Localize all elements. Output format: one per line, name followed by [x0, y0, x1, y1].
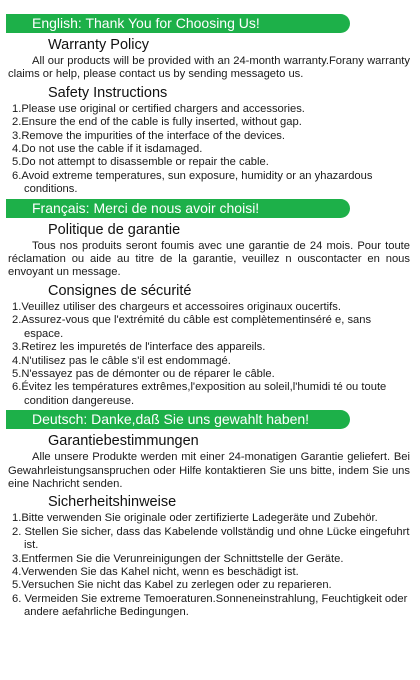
safety-title-german: Sicherheitshinweise: [48, 494, 177, 511]
banner-german: Deutsch: Danke,daß Sie uns gewahlt haben!: [6, 410, 350, 429]
section-english: [6, 14, 410, 197]
list-item: 1.Please use original or certified chargers and accessories.: [12, 102, 305, 115]
safety-title-english: Safety Instructions: [48, 84, 168, 101]
safety-list-french: [6, 301, 410, 408]
section-german: [6, 410, 410, 619]
list-item: 2.Assurez-vous que l'extrémité du câble est complètementinséré e, sans espace.: [12, 314, 372, 340]
list-item: 2. Stellen Sie sicher, dass das Kabelende vollständig und ohne Lücke eingefuhrt ist.: [12, 525, 410, 552]
list-item: 6.Évitez les températures extrêmes,l'exposition au soleil,l'humidi té ou toute condition dangereuse.: [12, 381, 387, 407]
list-item: 4.Do not use the cable if it isdamaged.: [12, 143, 203, 156]
safety-title-french: Consignes de sécurité: [48, 282, 192, 299]
warranty-text-german: Alle unsere Produkte werden mit einer 24-monatigen Garantie geliefert. Bei Gewahrleistungsanspruchen oder Hilfe kontaktieren Sie uns bitte, indem Sie uns eine Nachricht senden.: [8, 451, 410, 490]
list-item: 5.Versuchen Sie nicht das Kabel zu zerlegen oder zu reparieren.: [12, 579, 332, 592]
warranty-title-french: Politique de garantie: [48, 221, 181, 238]
list-item: 3.Remove the impurities of the interface of the devices.: [12, 129, 285, 142]
list-item: 4.Verwenden Sie das Kahel nicht, wenn es beschädigt ist.: [12, 565, 299, 578]
list-item: 5.Do not attempt to disassemble or repair the cable.: [12, 156, 269, 169]
list-item: 1.Veuillez utiliser des chargeurs et accessoires originaux oucertifs.: [12, 300, 341, 313]
list-item: 6.Avoid extreme temperatures, sun exposure, humidity or an yhazardous conditions.: [12, 169, 373, 196]
safety-list-german: [6, 512, 410, 619]
warranty-text-french: Tous nos produits seront foumis avec une garantie de 24 mois. Pour toute réclamation ou aide au titre de la garantie, veuillez n ouscontacter en nous envoyant un message.: [8, 239, 410, 279]
warranty-text-english: All our products will be provided with an 24-month warranty.Forany warranty claims or help, please contact us by sending messageto us.: [8, 55, 410, 81]
warranty-title-english: Warranty Policy: [48, 37, 149, 53]
banner-english: English: Thank You for Choosing Us!: [6, 14, 350, 33]
banner-french: Français: Merci de nous avoir choisi!: [6, 199, 350, 218]
list-item: 3.Entfermen Sie die Verunreinigungen der Schnittstelle der Geräte.: [12, 552, 344, 565]
list-item: 4.N'utilisez pas le câble s'il est endommagé.: [12, 354, 231, 367]
list-item: 3.Retirez les impuretés de l'interface des appareils.: [12, 341, 266, 354]
list-item: 6. Vermeiden Sie extreme Temoeraturen.Sonneneinstrahlung, Feuchtigkeit oder andere aefahrliche Bedingungen.: [12, 592, 408, 619]
list-item: 2.Ensure the end of the cable is fully inserted, without gap.: [12, 116, 302, 129]
list-item: 5.N'essayez pas de démonter ou de réparer le câble.: [12, 367, 275, 380]
list-item: 1.Bitte verwenden Sie originale oder zertifizierte Ladegeräte und Zubehör.: [12, 512, 378, 525]
warranty-title-german: Garantiebestimmungen: [48, 433, 199, 450]
safety-list-english: [6, 103, 410, 197]
section-french: [6, 199, 410, 408]
